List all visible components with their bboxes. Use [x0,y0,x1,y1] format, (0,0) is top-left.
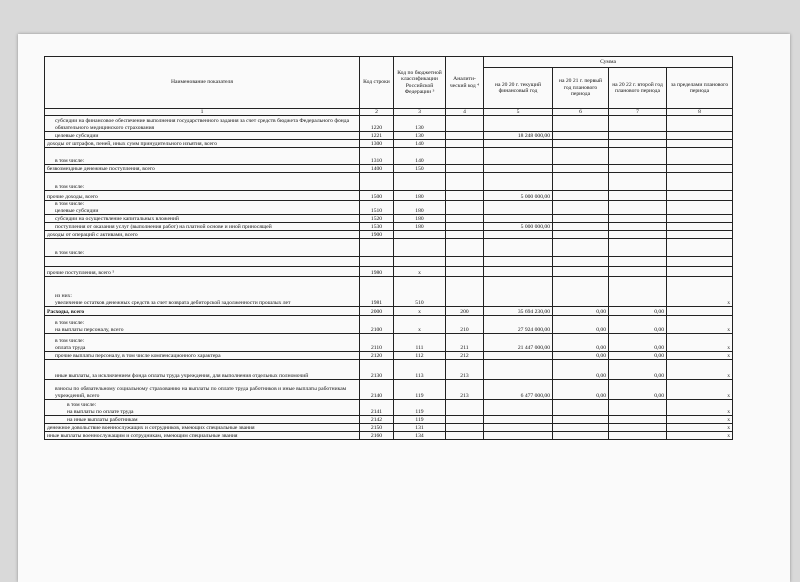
row-sum-beyond [667,148,733,165]
row-sum-first [553,140,609,148]
table-row [45,400,733,416]
row-sum-beyond: x [667,400,733,416]
row-sum-current [484,352,553,360]
row-sum-second: 0,00 [609,334,667,352]
row-sum-first: 0,00 [553,307,609,316]
row-sum-current: 18 248 000,00 [484,132,553,140]
col-number: 8 [667,109,733,116]
row-name: на иные выплаты работникам [45,416,360,424]
row-name: в том числе: оплата труда [45,334,360,352]
row-budget-code: 111 [394,334,446,352]
row-sum-first [553,116,609,132]
row-budget-code [394,257,446,267]
row-budget-code: 119 [394,400,446,416]
row-sum-second [609,267,667,277]
table-row [45,316,733,334]
row-name: прочие выплаты персоналу, в том числе компенсационного характера [45,352,360,360]
financial-plan-table [44,56,733,440]
col-number: 1 [45,109,360,116]
row-budget-code: 180 [394,215,446,223]
row-sum-first [553,223,609,231]
row-budget-code: x [394,316,446,334]
table-row [45,116,733,132]
row-sum-first [553,132,609,140]
row-sum-current [484,257,553,267]
row-analytic-code: 211 [446,334,484,352]
row-sum-current [484,140,553,148]
row-code: 1400 [360,165,394,173]
row-analytic-code [446,165,484,173]
row-sum-current [484,267,553,277]
row-sum-current [484,165,553,173]
row-analytic-code: 200 [446,307,484,316]
row-sum-current [484,360,553,380]
row-sum-first [553,424,609,432]
row-name: безвозмездные денежные поступления, всего [45,165,360,173]
row-code [360,173,394,191]
table-row [45,380,733,400]
col-number: 2 [360,109,394,116]
row-sum-beyond [667,307,733,316]
row-code: 1510 [360,201,394,215]
row-budget-code: x [394,307,446,316]
row-analytic-code [446,257,484,267]
row-code: 1980 [360,267,394,277]
row-sum-second: 0,00 [609,316,667,334]
row-code: 2160 [360,432,394,440]
row-sum-beyond: x [667,432,733,440]
row-code: 1220 [360,116,394,132]
row-budget-code: 150 [394,165,446,173]
row-sum-current: 6 477 000,00 [484,380,553,400]
row-analytic-code: 213 [446,360,484,380]
row-name: в том числе: целевые субсидии [45,201,360,215]
row-sum-second [609,223,667,231]
table-row [45,191,733,201]
row-sum-second [609,215,667,223]
row-analytic-code: 212 [446,352,484,360]
table-row [45,360,733,380]
row-sum-second [609,231,667,239]
row-sum-first [553,201,609,215]
row-sum-current: 5 000 000,00 [484,191,553,201]
row-sum-beyond [667,173,733,191]
row-name: субсидии на финансовое обеспечение выполнения государственного задания за счет средств бюджета Федерального фонда обязательного медицинского страхования [45,116,360,132]
row-sum-beyond: x [667,416,733,424]
row-sum-first: 0,00 [553,352,609,360]
row-name: субсидии на осуществление капитальных вложений [45,215,360,223]
row-budget-code: 112 [394,352,446,360]
row-sum-beyond: x [667,352,733,360]
row-sum-second [609,416,667,424]
row-code: 2100 [360,316,394,334]
column-number-row [45,109,733,116]
row-budget-code: 180 [394,191,446,201]
row-budget-code: 113 [394,360,446,380]
table-row [45,165,733,173]
row-sum-current [484,215,553,223]
table-row [45,223,733,231]
row-sum-first [553,400,609,416]
row-sum-current [484,173,553,191]
row-sum-current [484,231,553,239]
row-sum-beyond: x [667,424,733,432]
row-sum-current [484,239,553,257]
row-sum-current [484,416,553,424]
col-number: 6 [553,109,609,116]
table-row [45,267,733,277]
row-code [360,257,394,267]
row-sum-current [484,116,553,132]
row-analytic-code: 213 [446,380,484,400]
row-sum-first [553,191,609,201]
row-sum-beyond [667,267,733,277]
row-analytic-code [446,267,484,277]
row-code: 2000 [360,307,394,316]
row-sum-beyond [667,231,733,239]
row-sum-current: 5 000 000,00 [484,223,553,231]
row-budget-code: x [394,267,446,277]
row-analytic-code [446,239,484,257]
header-year-first: на 20 21 г. первый год планового периода [553,68,609,109]
row-code: 1221 [360,132,394,140]
row-sum-second [609,140,667,148]
row-sum-first [553,277,609,307]
row-analytic-code [446,231,484,239]
row-analytic-code [446,116,484,132]
row-name: в том числе: на выплаты персоналу, всего [45,316,360,334]
row-sum-first: 0,00 [553,360,609,380]
row-sum-current [484,400,553,416]
row-sum-current [484,432,553,440]
row-code: 1500 [360,191,394,201]
row-name: в том числе: [45,173,360,191]
table-body [45,116,733,440]
row-sum-first [553,173,609,191]
row-sum-beyond [667,132,733,140]
table-row [45,132,733,140]
row-sum-beyond [667,191,733,201]
header-code: Код строки [360,57,394,109]
row-code: 2130 [360,360,394,380]
row-sum-second [609,116,667,132]
row-sum-beyond [667,215,733,223]
row-sum-second [609,191,667,201]
table-row [45,148,733,165]
row-sum-first [553,231,609,239]
row-name: иные выплаты, за исключением фонда оплаты труда учреждения, для выполнения отдельных полномочий [45,360,360,380]
row-sum-beyond: x [667,277,733,307]
row-code: 1520 [360,215,394,223]
row-sum-beyond [667,257,733,267]
row-name: прочие доходы, всего [45,191,360,201]
row-name: взносы по обязательному социальному страхованию на выплаты по оплате труда работников и иные выплаты работникам учреждений, всего [45,380,360,400]
row-sum-current: 27 924 000,00 [484,316,553,334]
row-analytic-code [446,223,484,231]
row-budget-code: 119 [394,380,446,400]
row-sum-second [609,277,667,307]
table-row [45,231,733,239]
row-sum-second [609,257,667,267]
row-sum-second [609,165,667,173]
col-number: 4 [446,109,484,116]
header-sum: Сумма [484,57,733,68]
table-row [45,334,733,352]
row-analytic-code [446,400,484,416]
table-row [45,307,733,316]
row-budget-code: 119 [394,416,446,424]
row-analytic-code [446,416,484,424]
row-sum-second [609,201,667,215]
row-sum-first: 0,00 [553,334,609,352]
row-code: 2142 [360,416,394,424]
row-budget-code: 180 [394,223,446,231]
row-budget-code [394,239,446,257]
row-sum-second [609,148,667,165]
row-analytic-code [446,277,484,307]
row-sum-beyond: x [667,334,733,352]
row-name: доходы от операций с активами, всего [45,231,360,239]
row-code: 2110 [360,334,394,352]
row-name [45,257,360,267]
row-code: 1310 [360,148,394,165]
table-row [45,239,733,257]
row-name: денежное довольствие военнослужащих и сотрудников, имеющих специальные звания [45,424,360,432]
row-sum-beyond: x [667,380,733,400]
row-code: 2150 [360,424,394,432]
header-year-current: на 20 20 г. текущий финансовый год [484,68,553,109]
table-row [45,140,733,148]
table-row [45,424,733,432]
row-sum-first [553,257,609,267]
row-analytic-code [446,140,484,148]
row-code: 1900 [360,231,394,239]
row-sum-beyond [667,239,733,257]
row-sum-second [609,432,667,440]
row-budget-code: 140 [394,140,446,148]
row-sum-first [553,432,609,440]
row-budget-code: 130 [394,116,446,132]
row-name: прочие поступления, всего ⁵ [45,267,360,277]
row-analytic-code: 210 [446,316,484,334]
row-budget-code: 131 [394,424,446,432]
row-sum-first [553,239,609,257]
row-code: 1981 [360,277,394,307]
row-sum-first [553,165,609,173]
row-name: иные выплаты военнослужащим и сотрудникам, имеющим специальные звания [45,432,360,440]
row-sum-beyond [667,201,733,215]
row-code: 2140 [360,380,394,400]
header-year-second: на 20 22 г. второй год планового периода [609,68,667,109]
header-budget-code: Код по бюджетной классификации Российской Федерации ³ [394,57,446,109]
row-sum-beyond: x [667,360,733,380]
header-beyond: за пределами планового периода [667,68,733,109]
row-sum-current [484,424,553,432]
table-row [45,215,733,223]
row-sum-beyond: x [667,316,733,334]
row-sum-current: 21 447 000,00 [484,334,553,352]
row-sum-current [484,277,553,307]
table-row [45,432,733,440]
row-name: в том числе: [45,148,360,165]
row-sum-second [609,424,667,432]
row-sum-second: 0,00 [609,360,667,380]
table-row [45,277,733,307]
row-analytic-code [446,132,484,140]
header-analytic-code: Аналити-ческий код ⁴ [446,57,484,109]
row-budget-code [394,231,446,239]
document-page [18,34,790,582]
row-sum-first [553,215,609,223]
row-name: из них: увеличение остатков денежных средств за счет возврата дебиторской задолженности прошлых лет [45,277,360,307]
row-code [360,239,394,257]
row-sum-current [484,201,553,215]
row-sum-first: 0,00 [553,380,609,400]
row-sum-second: 0,00 [609,380,667,400]
row-budget-code: 140 [394,148,446,165]
row-sum-first [553,416,609,424]
row-budget-code: 130 [394,132,446,140]
row-sum-first: 0,00 [553,316,609,334]
row-name: Расходы, всего [45,307,360,316]
row-budget-code: 134 [394,432,446,440]
row-name: целевые субсидии [45,132,360,140]
row-sum-current: 35 694 230,00 [484,307,553,316]
row-name: в том числе: [45,239,360,257]
col-number: 5 [484,109,553,116]
row-analytic-code [446,191,484,201]
row-sum-beyond [667,140,733,148]
row-budget-code [394,173,446,191]
row-code: 2141 [360,400,394,416]
col-number: 7 [609,109,667,116]
row-sum-current [484,148,553,165]
table-row [45,201,733,215]
row-sum-first [553,267,609,277]
row-code: 1530 [360,223,394,231]
row-sum-second [609,173,667,191]
row-sum-second: 0,00 [609,307,667,316]
col-number: 3 [394,109,446,116]
row-analytic-code [446,148,484,165]
row-analytic-code [446,432,484,440]
table-row [45,352,733,360]
row-budget-code: 180 [394,201,446,215]
table-row [45,173,733,191]
row-name: доходы от штрафов, пеней, иных сумм принудительного изъятия, всего [45,140,360,148]
row-analytic-code [446,173,484,191]
header-name: Наименование показателя [45,57,360,109]
row-sum-first [553,148,609,165]
row-analytic-code [446,215,484,223]
row-sum-beyond [667,165,733,173]
row-name: поступления от оказания услуг (выполнения работ) на платной основе и иной приносящей [45,223,360,231]
row-sum-beyond [667,116,733,132]
table-row [45,257,733,267]
row-sum-beyond [667,223,733,231]
row-sum-second [609,132,667,140]
row-sum-second [609,239,667,257]
row-budget-code: 510 [394,277,446,307]
row-code: 1300 [360,140,394,148]
row-sum-second [609,400,667,416]
table-row [45,416,733,424]
row-code: 2120 [360,352,394,360]
row-name: в том числе: на выплаты по оплате труда [45,400,360,416]
row-analytic-code [446,201,484,215]
row-sum-second: 0,00 [609,352,667,360]
row-analytic-code [446,424,484,432]
